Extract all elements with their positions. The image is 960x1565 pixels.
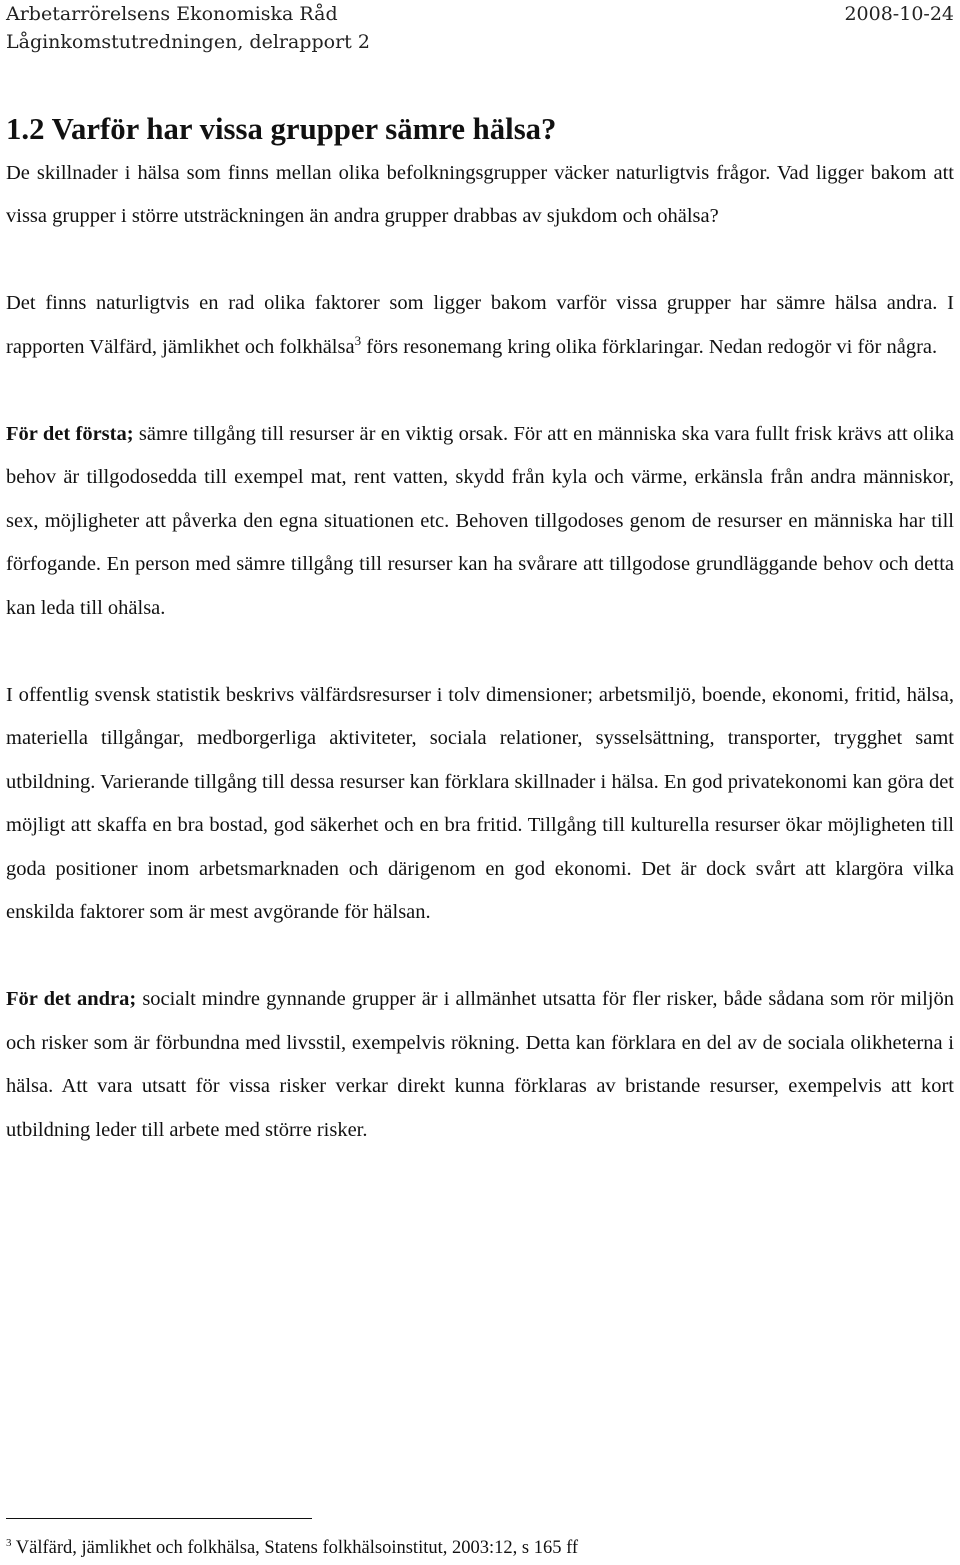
footnote-divider <box>6 1518 312 1519</box>
paragraph-second-reason <box>6 978 954 1152</box>
paragraph-factors-text-start: Det finns naturligtvis en rad olika faktorer som ligger bakom varför vissa grupper har sämre hälsa andra. I rapporten Välfärd, jämlikhet och folkhälsa <box>6 292 954 358</box>
paragraph-first-reason <box>6 413 954 631</box>
paragraph-intro: De skillnader i hälsa som finns mellan olika befolkningsgrupper väcker naturligtvis frågor. Vad ligger bakom att vissa grupper i större utsträckningen än andra grupper drabbas av sjukdom och ohälsa? <box>6 161 954 227</box>
footnote-reference[interactable]: 3 <box>354 332 362 348</box>
document-body <box>6 108 954 1152</box>
first-reason-text: sämre tillgång till resurser är en viktig orsak. För att en människa ska vara fullt frisk krävs att olika behov är tillgodosedda till exempel mat, rent vatten, skydd från kyla och värme, erkänsla från andra människor, sex, möjligheter att påverka den egna situationen etc. Behoven tillgodoses genom de resurser en människa har till förfogande. En person med sämre tillgång till resurser kan ha svårare att tillgodose grundläggande behov och detta kan leda till ohälsa. <box>6 422 954 619</box>
section-heading: 1.2 Varför har vissa grupper sämre hälsa? <box>6 112 557 146</box>
footnote-mark: 3 <box>6 1536 12 1549</box>
paragraph-factors <box>6 282 954 369</box>
header-date: 2008-10-24 <box>844 3 954 25</box>
second-reason-lead: För det andra; <box>6 988 137 1010</box>
header-top-row <box>6 0 954 28</box>
header-bottom-row <box>6 28 954 56</box>
second-reason-text: socialt mindre gynnande grupper är i allmänhet utsatta för fler risker, både sådana som rör miljön och risker som är förbundna med livsstil, exempelvis rökning. Detta kan förklara en del av de sociala olikheterna i hälsa. Att vara utsatt för vissa risker verkar direkt kunna förklaras av bristande resurser, exempelvis att kort utbildning leder till arbete med större risker. <box>6 988 954 1141</box>
header-report-title: Låginkomstutredningen, delrapport 2 <box>6 31 370 53</box>
footnote-text: Välfärd, jämlikhet och folkhälsa, Statens folkhälsoinstitut, 2003:12, s 165 ff <box>11 1538 579 1558</box>
header-organization: Arbetarrörelsens Ekonomiska Råd <box>6 3 338 25</box>
paragraph-welfare-dimensions: I offentlig svensk statistik beskrivs välfärdsresurser i tolv dimensioner; arbetsmiljö, boende, ekonomi, fritid, hälsa, materiella tillgångar, medborgerliga aktiviteter, sociala relationer, sysselsättning, transporter, trygghet samt utbildning. Varierande tillgång till dessa resurser kan förklara skillnader i hälsa. En god privatekonomi kan göra det möjligt att skaffa en bra bostad, god säkerhet och en bra fritid. Tillgång till kulturella resurser ökar möjligheten till goda positioner inom arbetsmarknaden och därigenom en god ekonomi. Det är dock svårt att klargöra vilka enskilda faktorer som är mest avgörande för hälsan. <box>6 683 954 923</box>
paragraph-factors-text-end: förs resonemang kring olika förklaringar. Nedan redogör vi för några. <box>361 335 938 358</box>
footnote <box>6 1536 954 1560</box>
first-reason-lead: För det första; <box>6 422 134 445</box>
page-header <box>6 0 954 60</box>
